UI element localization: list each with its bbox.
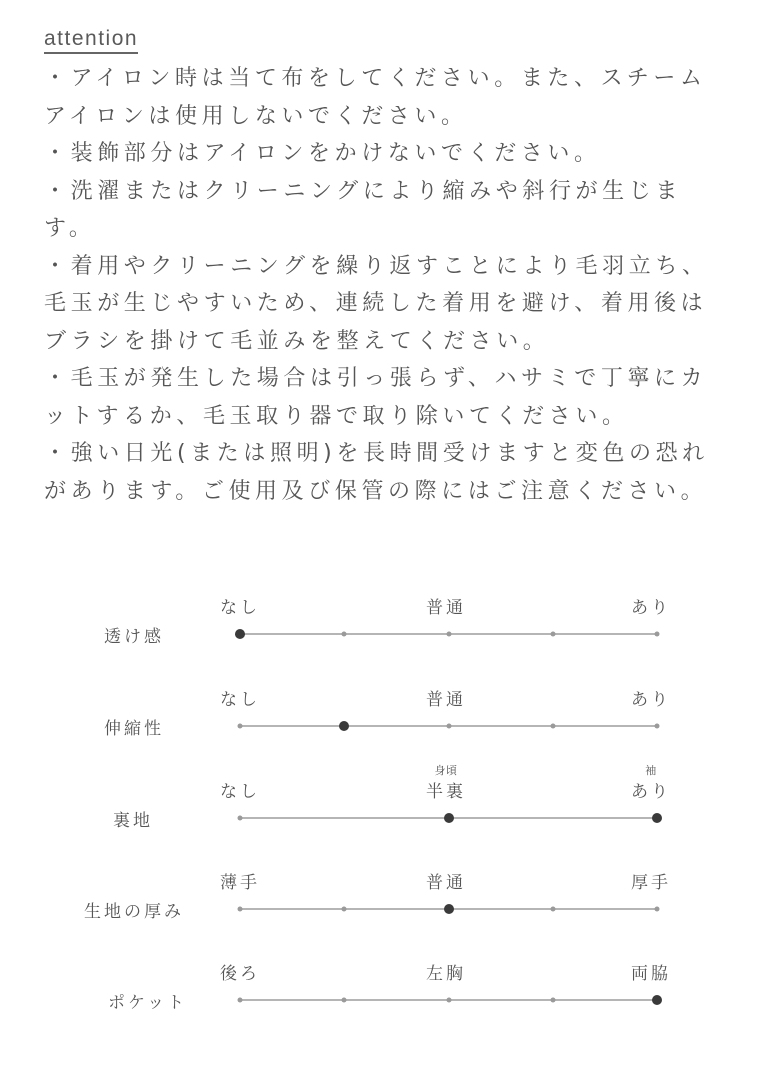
scale-sub-label: 身頃 <box>434 764 458 777</box>
scale-label: 後ろ <box>220 964 260 984</box>
scale-label: なし <box>220 598 260 618</box>
scale-tick <box>342 998 347 1003</box>
scale-label: 左胸 <box>426 964 466 984</box>
note-line: アイロンは使用しないでください。 <box>44 103 468 129</box>
scale-label: あり <box>631 782 671 802</box>
scale-label: 厚手 <box>631 873 671 893</box>
attribute-label: 伸縮性 <box>104 719 164 739</box>
scale-tick <box>550 632 555 637</box>
scale-tick <box>655 632 660 637</box>
selected-marker <box>652 995 662 1005</box>
scale-tick <box>655 907 660 912</box>
scale-label: 半裏 <box>426 782 466 802</box>
scale-tick <box>550 724 555 729</box>
attribute-label: 裏地 <box>113 811 153 831</box>
attention-heading: attention <box>44 26 138 54</box>
note-line: 毛玉が生じやすいため、連続した着用を避け、着用後は <box>44 291 708 316</box>
attribute-label: ポケット <box>108 993 188 1013</box>
scale-label: 両脇 <box>631 964 671 984</box>
scale-tick <box>446 998 451 1003</box>
note-line: ・強い日光(または照明)を長時間受けますと変色の恐れ <box>44 441 709 466</box>
scale-tick <box>550 998 555 1003</box>
selected-marker <box>652 813 662 823</box>
attribute-label: 生地の厚み <box>84 902 184 922</box>
note-line: ットするか、毛玉取り器で取り除いてください。 <box>44 403 629 429</box>
note-line: ・毛玉が発生した場合は引っ張らず、ハサミで丁寧にカ <box>44 366 708 391</box>
note-line: ブラシを掛けて毛並みを整えてください。 <box>44 328 550 354</box>
scale-label: 薄手 <box>220 873 260 893</box>
scale-label: なし <box>220 690 260 710</box>
scale-tick <box>655 724 660 729</box>
scale-label: 普通 <box>426 873 466 893</box>
selected-marker <box>444 813 454 823</box>
selected-marker <box>235 629 245 639</box>
scale-tick <box>550 907 555 912</box>
note-line: ・装飾部分はアイロンをかけないでください。 <box>44 141 601 166</box>
scale-label: あり <box>631 690 671 710</box>
note-line: があります。ご使用及び保管の際にはご注意ください。 <box>44 478 708 504</box>
note-line: ・洗濯またはクリーニングにより縮みや斜行が生じま <box>44 178 682 204</box>
attribute-label: 透け感 <box>104 627 164 647</box>
note-line: す。 <box>44 216 96 241</box>
scale-label: なし <box>220 782 260 802</box>
selected-marker <box>339 721 349 731</box>
scale-label: 普通 <box>426 598 466 618</box>
scale-tick <box>238 998 243 1003</box>
scale-sub-label: 袖 <box>645 764 657 777</box>
scale-label: あり <box>631 598 671 618</box>
scale-tick <box>342 907 347 912</box>
scale-tick <box>238 816 243 821</box>
selected-marker <box>444 904 454 914</box>
scale-label: 普通 <box>426 690 466 710</box>
scale-tick <box>238 907 243 912</box>
scale-tick <box>446 632 451 637</box>
note-line: ・アイロン時は当て布をしてください。また、スチーム <box>44 66 707 91</box>
scale-tick <box>342 632 347 637</box>
note-line: ・着用やクリーニングを繰り返すことにより毛羽立ち、 <box>44 253 709 279</box>
scale-tick <box>446 724 451 729</box>
scale-tick <box>238 724 243 729</box>
